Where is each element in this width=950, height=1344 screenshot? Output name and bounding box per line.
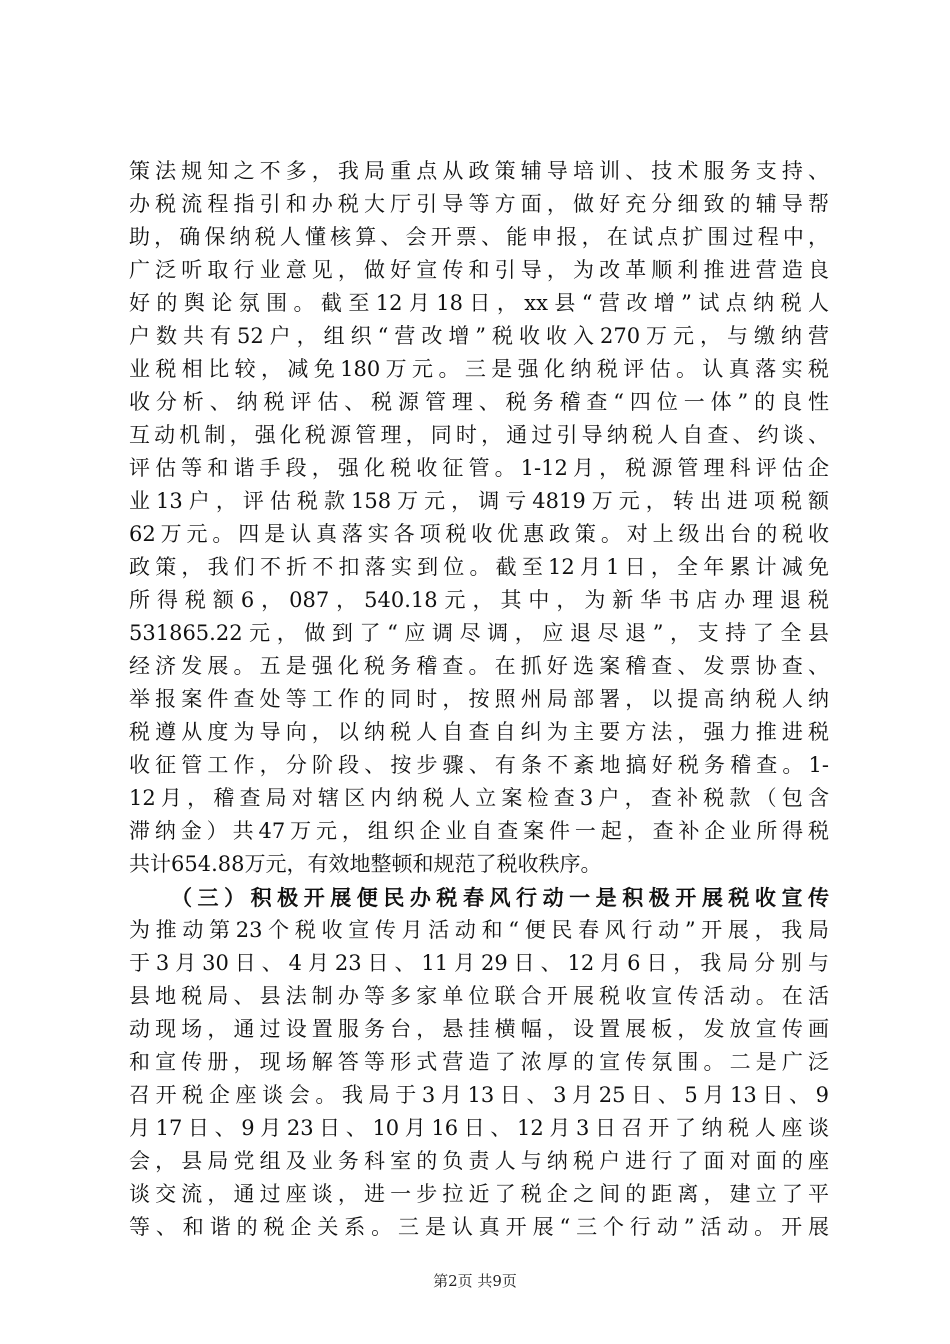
text-line: 业税相比较，减免180万元。三是强化纳税评估。认真落实税 bbox=[129, 357, 829, 381]
text-line: 业13户，评估税款158万元，调亏4819万元，转出进项税额 bbox=[129, 489, 829, 513]
text-line: 所得税额6，087，540.18元，其中，为新华书店办理退税 bbox=[129, 588, 829, 612]
text-line: 滞纳金）共47万元，组织企业自查案件一起，查补企业所得税 bbox=[129, 819, 829, 843]
paragraph-2 bbox=[129, 914, 829, 1244]
text-line: 共计654.88万元，有效地整顿和规范了税收秩序。 bbox=[129, 852, 602, 876]
text-line: 政策，我们不折不扣落实到位。截至12月1日，全年累计减免 bbox=[129, 555, 829, 579]
text-line: 评估等和谐手段，强化税收征管。1-12月，税源管理科评估企 bbox=[129, 456, 829, 480]
page-footer bbox=[0, 1271, 950, 1291]
text-line: 62万元。四是认真落实各项税收优惠政策。对上级出台的税收 bbox=[129, 522, 829, 546]
text-line: 和宣传册，现场解答等形式营造了浓厚的宣传氛围。二是广泛 bbox=[129, 1050, 829, 1074]
text-line: 等、和谐的税企关系。三是认真开展“三个行动”活动。开展 bbox=[129, 1215, 829, 1239]
text-line: 互动机制，强化税源管理，同时，通过引导纳税人自查、约谈、 bbox=[129, 423, 829, 447]
text-line: 办税流程指引和办税大厅引导等方面，做好充分细致的辅导帮 bbox=[129, 192, 829, 216]
text-line: 召开税企座谈会。我局于3月13日、3月25日、5月13日、9 bbox=[129, 1083, 829, 1107]
text-line: 广泛听取行业意见，做好宣传和引导，为改革顺利推进营造良 bbox=[129, 258, 829, 282]
text-line: 经济发展。五是强化税务稽查。在抓好选案稽查、发票协查、 bbox=[129, 654, 829, 678]
text-line: 好的舆论氛围。截至12月18日，xx县“营改增”试点纳税人 bbox=[129, 291, 829, 315]
text-line: 531865.22元，做到了“应调尽调，应退尽退”，支持了全县 bbox=[129, 621, 829, 645]
text-line: 税遵从度为导向，以纳税人自查自纠为主要方法，强力推进税 bbox=[129, 720, 829, 744]
section-heading: （三）积极开展便民办税春风行动一是积极开展税收宣传 bbox=[171, 885, 829, 910]
text-line: 谈交流，通过座谈，进一步拉近了税企之间的距离，建立了平 bbox=[129, 1182, 829, 1206]
text-line: 举报案件查处等工作的同时，按照州局部署，以提高纳税人纳 bbox=[129, 687, 829, 711]
paragraph-1 bbox=[129, 155, 829, 881]
text-line: 月17日、9月23日、10月16日、12月3日召开了纳税人座谈 bbox=[129, 1116, 829, 1140]
text-line: 动现场，通过设置服务台，悬挂横幅，设置展板，发放宣传画 bbox=[129, 1017, 829, 1041]
text-line: 会，县局党组及业务科室的负责人与纳税户进行了面对面的座 bbox=[129, 1149, 829, 1173]
text-line: 于3月30日、4月23日、11月29日、12月6日，我局分别与 bbox=[129, 951, 829, 975]
text-line: 县地税局、县法制办等多家单位联合开展税收宣传活动。在活 bbox=[129, 984, 829, 1008]
text-line: 户数共有52户，组织“营改增”税收收入270万元，与缴纳营 bbox=[129, 324, 829, 348]
text-line: 收征管工作，分阶段、按步骤、有条不紊地搞好税务稽查。1- bbox=[129, 753, 829, 777]
text-line: 收分析、纳税评估、税源管理、税务稽查“四位一体”的良性 bbox=[129, 390, 829, 414]
text-line: 策法规知之不多，我局重点从政策辅导培训、技术服务支持、 bbox=[129, 159, 829, 183]
page-number: 第2页 共9页 bbox=[433, 1272, 517, 1290]
text-line: 12月，稽查局对辖区内纳税人立案检查3户，查补税款（包含 bbox=[129, 786, 829, 810]
text-line: 助，确保纳税人懂核算、会开票、能申报，在试点扩围过程中， bbox=[129, 225, 829, 249]
document-body bbox=[129, 155, 829, 1244]
text-line: 为推动第23个税收宣传月活动和“便民春风行动”开展，我局 bbox=[129, 918, 829, 942]
